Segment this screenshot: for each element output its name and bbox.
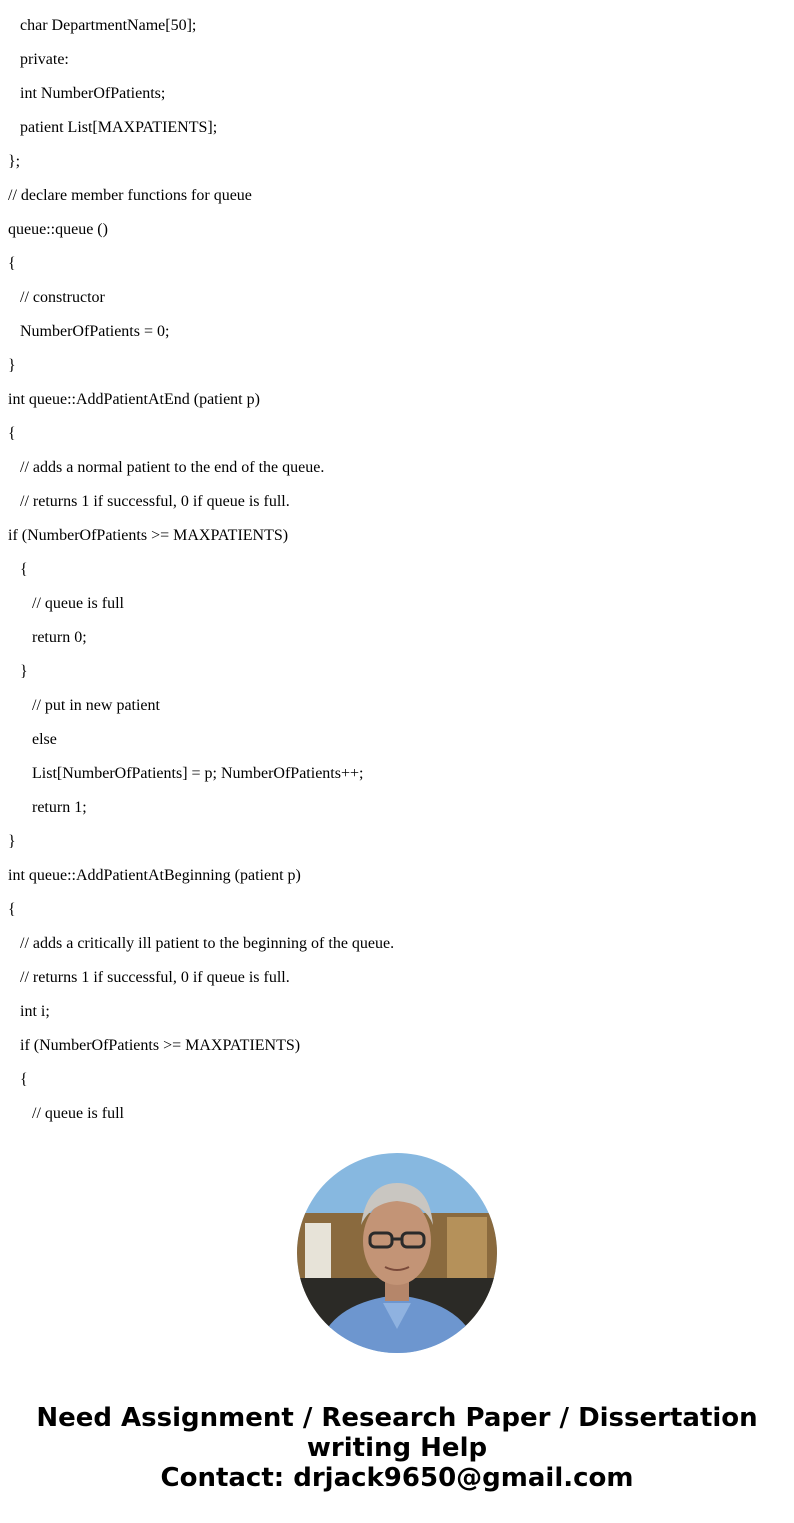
code-line: } — [8, 833, 16, 850]
code-line: // returns 1 if successful, 0 if queue is full. — [20, 969, 290, 986]
code-line: if (NumberOfPatients >= MAXPATIENTS) — [20, 1037, 301, 1054]
code-line: { — [20, 561, 28, 578]
code-line: } — [20, 663, 28, 680]
code-line: private: — [20, 51, 69, 68]
code-line: int queue::AddPatientAtEnd (patient p) — [8, 391, 260, 408]
author-photo — [297, 1153, 497, 1353]
code-line: return 1; — [32, 799, 87, 816]
code-line: // queue is full — [32, 1105, 124, 1122]
code-line: List[NumberOfPatients] = p; NumberOfPatients++; — [32, 765, 364, 782]
code-line: { — [8, 425, 16, 442]
code-line: NumberOfPatients = 0; — [20, 323, 170, 340]
promo-banner — [0, 1403, 794, 1493]
code-line: { — [20, 1071, 28, 1088]
code-line: // queue is full — [32, 595, 124, 612]
promo-line-2: writing Help — [306, 1433, 488, 1463]
code-line: int queue::AddPatientAtBeginning (patient p) — [8, 867, 301, 884]
code-line: }; — [8, 153, 21, 170]
code-line: if (NumberOfPatients >= MAXPATIENTS) — [8, 527, 289, 544]
code-line: // adds a normal patient to the end of the queue. — [20, 459, 325, 476]
promo-line-3: Contact: drjack9650@gmail.com — [160, 1463, 634, 1493]
author-avatar — [297, 1153, 497, 1353]
code-line: // declare member functions for queue — [8, 187, 252, 204]
code-line: return 0; — [32, 629, 87, 646]
code-line: { — [8, 901, 16, 918]
code-line: int i; — [20, 1003, 50, 1020]
code-line: char DepartmentName[50]; — [20, 17, 197, 34]
code-line: patient List[MAXPATIENTS]; — [20, 119, 218, 136]
code-line: // adds a critically ill patient to the beginning of the queue. — [20, 935, 395, 952]
code-line: } — [8, 357, 16, 374]
code-line: { — [8, 255, 16, 272]
code-line: int NumberOfPatients; — [20, 85, 166, 102]
promo-line-1: Need Assignment / Research Paper / Dissertation — [36, 1403, 758, 1433]
code-line: else — [32, 731, 57, 748]
code-line: queue::queue () — [8, 221, 108, 238]
code-line: // constructor — [20, 289, 105, 306]
code-line: // returns 1 if successful, 0 if queue is full. — [20, 493, 290, 510]
code-line: // put in new patient — [32, 697, 160, 714]
